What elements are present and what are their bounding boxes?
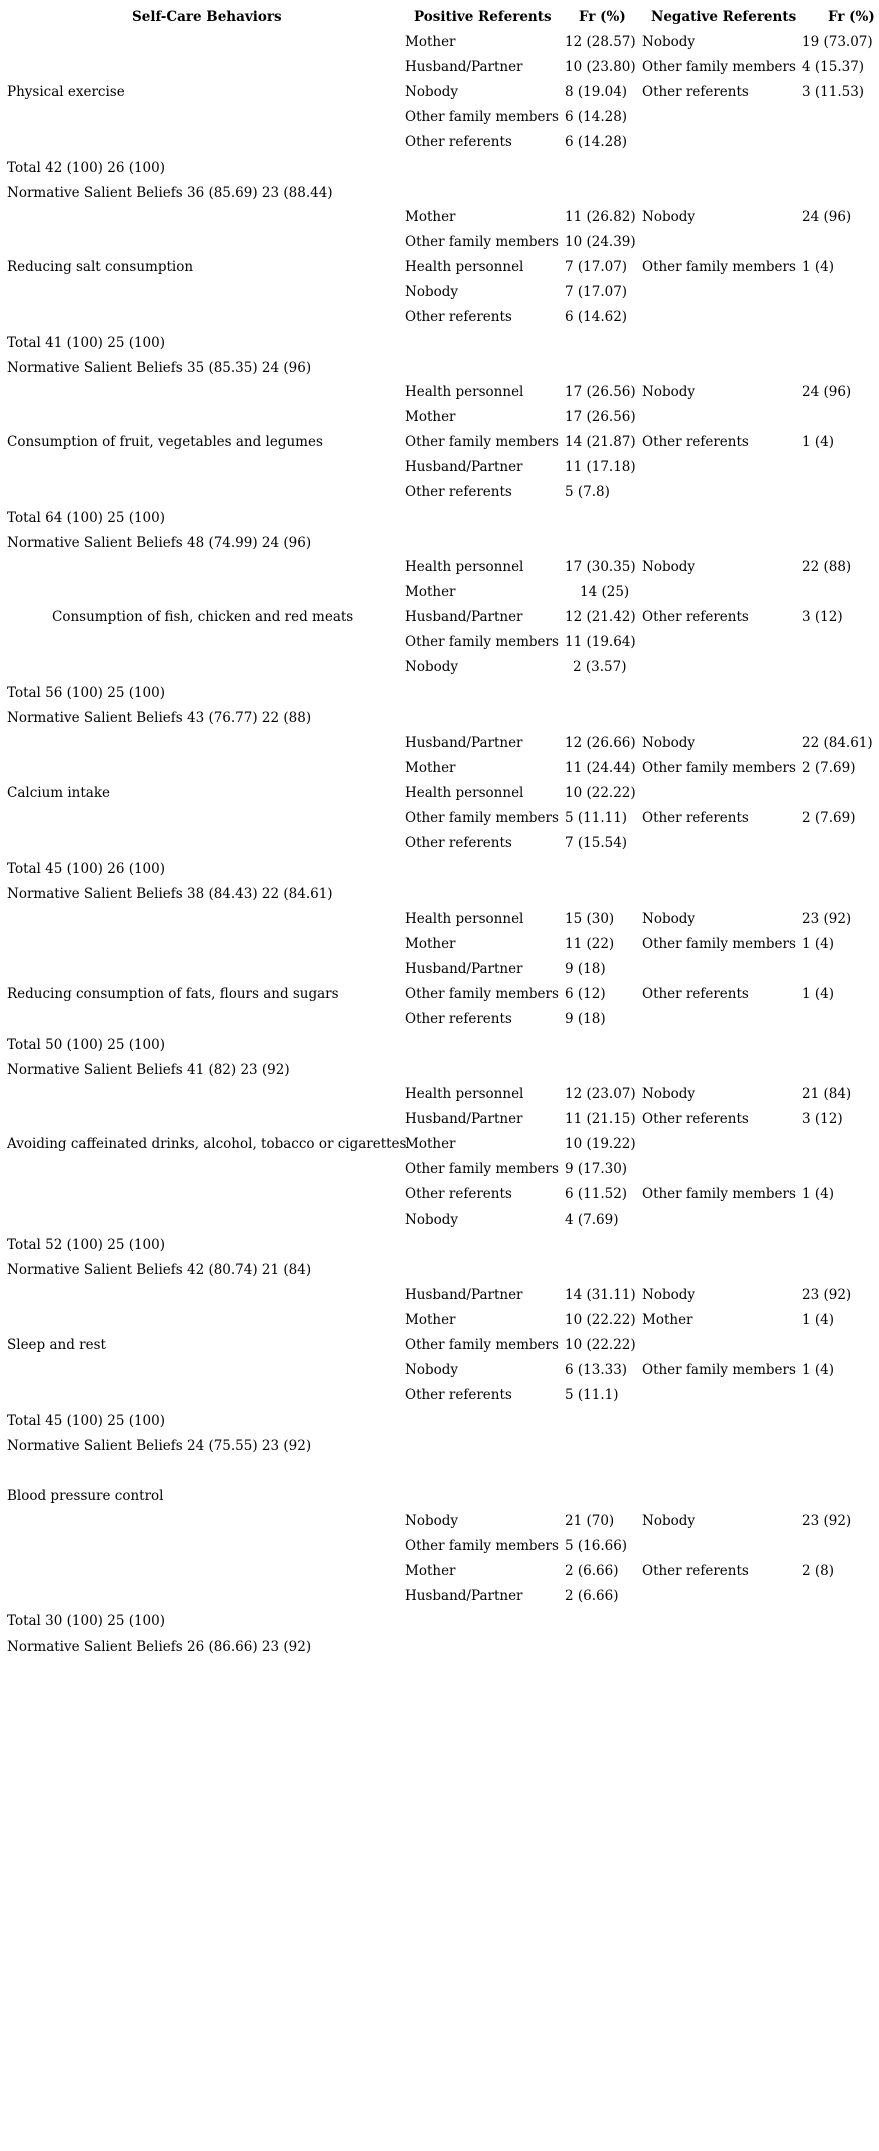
- behavior-label: Reducing salt consumption: [7, 259, 194, 276]
- group-total: Total 41 (100) 25 (100): [7, 334, 165, 351]
- negative-frequency: 2 (7.69): [802, 810, 856, 827]
- positive-frequency: 17 (26.56): [565, 409, 636, 426]
- positive-referent: Mother: [405, 209, 456, 225]
- positive-frequency: 5 (11.11): [565, 810, 628, 827]
- negative-frequency: 23 (92): [802, 911, 852, 927]
- negative-referent: Other family members: [642, 760, 796, 777]
- positive-referent: Husband/Partner: [405, 1588, 523, 1605]
- negative-frequency: 1 (4): [802, 259, 835, 276]
- negative-frequency: 1 (4): [802, 1312, 835, 1329]
- negative-referent: Other family members: [642, 1362, 796, 1379]
- positive-frequency: 6 (12): [565, 986, 606, 1003]
- negative-frequency: 2 (8): [802, 1563, 835, 1580]
- negative-frequency: 1 (4): [802, 986, 835, 1003]
- negative-referent: Other referents: [642, 84, 749, 101]
- positive-referent: Nobody: [405, 84, 458, 101]
- positive-referent: Other family members: [405, 434, 559, 451]
- positive-referent: Other family members: [405, 109, 559, 126]
- behavior-label: Physical exercise: [7, 84, 125, 101]
- positive-referent: Husband/Partner: [405, 1287, 523, 1303]
- negative-frequency: 19 (73.07): [802, 34, 873, 50]
- group-total: Total 42 (100) 26 (100): [7, 159, 165, 176]
- positive-referent: Nobody: [405, 1513, 458, 1529]
- negative-frequency: 21 (84): [802, 1086, 852, 1102]
- positive-referent: Other referents: [405, 835, 512, 852]
- positive-frequency: 6 (14.28): [565, 134, 628, 151]
- positive-referent: Other family members: [405, 234, 559, 251]
- positive-frequency: 5 (7.8): [565, 484, 610, 501]
- positive-frequency: 11 (24.44): [565, 760, 636, 777]
- normative-salient-beliefs: Normative Salient Beliefs 48 (74.99) 24 (96): [7, 534, 312, 551]
- positive-frequency: 15 (30): [565, 911, 615, 927]
- group-total: Total 50 (100) 25 (100): [7, 1036, 165, 1053]
- behavior-label: Blood pressure control: [7, 1488, 164, 1504]
- positive-frequency: 12 (21.42): [565, 609, 636, 626]
- negative-frequency: 1 (4): [802, 1362, 835, 1379]
- negative-frequency: 24 (96): [802, 384, 852, 400]
- negative-frequency: 23 (92): [802, 1513, 852, 1529]
- positive-referent: Health personnel: [405, 384, 524, 400]
- positive-frequency: 11 (19.64): [565, 634, 636, 651]
- negative-referent: Nobody: [642, 559, 695, 575]
- positive-referent: Other referents: [405, 134, 512, 151]
- positive-referent: Mother: [405, 936, 456, 953]
- positive-frequency: 14 (31.11): [565, 1287, 636, 1303]
- negative-referent: Other referents: [642, 1111, 749, 1128]
- negative-frequency: 3 (12): [802, 1111, 843, 1128]
- normative-salient-beliefs: Normative Salient Beliefs 26 (86.66) 23 (92): [7, 1638, 312, 1655]
- positive-frequency: 5 (16.66): [565, 1538, 628, 1555]
- positive-referent: Other family members: [405, 1538, 559, 1555]
- positive-frequency: 8 (19.04): [565, 84, 628, 101]
- negative-referent: Nobody: [642, 384, 695, 400]
- positive-frequency: 12 (23.07): [565, 1086, 636, 1102]
- positive-frequency: 4 (7.69): [565, 1211, 619, 1228]
- positive-frequency: 10 (19.22): [565, 1136, 636, 1153]
- positive-frequency: 5 (11.1): [565, 1387, 619, 1404]
- positive-frequency: 7 (15.54): [565, 835, 628, 852]
- group-total: Total 45 (100) 25 (100): [7, 1412, 165, 1429]
- positive-frequency: 6 (13.33): [565, 1362, 628, 1379]
- negative-frequency: 1 (4): [802, 434, 835, 451]
- positive-referent: Health personnel: [405, 911, 524, 927]
- negative-referent: Nobody: [642, 209, 695, 225]
- positive-frequency: 17 (26.56): [565, 384, 636, 400]
- negative-frequency: 22 (88): [802, 559, 852, 575]
- positive-referent: Husband/Partner: [405, 459, 523, 476]
- positive-frequency: 11 (17.18): [565, 459, 636, 476]
- normative-salient-beliefs: Normative Salient Beliefs 42 (80.74) 21 (84): [7, 1261, 312, 1278]
- positive-referent: Health personnel: [405, 259, 524, 276]
- positive-referent: Other family members: [405, 1161, 559, 1178]
- header-fr-positive: Fr (%): [579, 9, 626, 25]
- positive-frequency: 7 (17.07): [565, 259, 628, 276]
- normative-salient-beliefs: Normative Salient Beliefs 41 (82) 23 (92): [7, 1061, 290, 1078]
- positive-referent: Health personnel: [405, 559, 524, 575]
- positive-referent: Mother: [405, 1136, 456, 1153]
- negative-referent: Other family members: [642, 1186, 796, 1203]
- positive-referent: Health personnel: [405, 1086, 524, 1102]
- positive-referent: Health personnel: [405, 785, 524, 802]
- group-total: Total 52 (100) 25 (100): [7, 1236, 165, 1253]
- positive-frequency: 11 (22): [565, 936, 615, 953]
- behavior-label: Consumption of fruit, vegetables and legumes: [7, 434, 323, 451]
- normative-salient-beliefs: Normative Salient Beliefs 36 (85.69) 23 (88.44): [7, 184, 333, 201]
- positive-frequency: 11 (21.15): [565, 1111, 636, 1128]
- normative-salient-beliefs: Normative Salient Beliefs 43 (76.77) 22 (88): [7, 709, 312, 726]
- behavior-label: Avoiding caffeinated drinks, alcohol, tobacco or cigarettes: [7, 1136, 407, 1153]
- negative-referent: Other referents: [642, 810, 749, 827]
- negative-frequency: 23 (92): [802, 1287, 852, 1303]
- negative-referent: Nobody: [642, 911, 695, 927]
- negative-referent: Nobody: [642, 735, 695, 751]
- positive-referent: Other referents: [405, 1186, 512, 1203]
- positive-frequency: 21 (70): [565, 1513, 615, 1529]
- positive-frequency: 9 (18): [565, 961, 606, 978]
- normative-salient-beliefs: Normative Salient Beliefs 38 (84.43) 22 (84.61): [7, 885, 333, 902]
- negative-referent: Nobody: [642, 1513, 695, 1529]
- positive-referent: Mother: [405, 409, 456, 426]
- negative-referent: Other referents: [642, 609, 749, 626]
- negative-frequency: 2 (7.69): [802, 760, 856, 777]
- behavior-label: Consumption of fish, chicken and red meats: [52, 609, 354, 626]
- negative-referent: Other family members: [642, 259, 796, 276]
- positive-referent: Other family members: [405, 1337, 559, 1354]
- positive-frequency: 2 (3.57): [573, 659, 627, 676]
- negative-frequency: 3 (12): [802, 609, 843, 626]
- positive-referent: Other family members: [405, 986, 559, 1003]
- normative-salient-beliefs: Normative Salient Beliefs 24 (75.55) 23 (92): [7, 1437, 312, 1454]
- positive-referent: Husband/Partner: [405, 1111, 523, 1128]
- positive-frequency: 10 (22.22): [565, 1337, 636, 1354]
- positive-referent: Mother: [405, 34, 456, 50]
- positive-frequency: 7 (17.07): [565, 284, 628, 301]
- positive-frequency: 10 (24.39): [565, 234, 636, 251]
- behavior-label: Sleep and rest: [7, 1337, 106, 1354]
- positive-frequency: 14 (25): [580, 584, 630, 601]
- negative-referent: Other referents: [642, 1563, 749, 1580]
- positive-referent: Nobody: [405, 284, 458, 301]
- normative-salient-beliefs: Normative Salient Beliefs 35 (85.35) 24 (96): [7, 359, 312, 376]
- positive-frequency: 9 (17.30): [565, 1161, 628, 1178]
- negative-referent: Other family members: [642, 936, 796, 953]
- positive-frequency: 14 (21.87): [565, 434, 636, 451]
- negative-frequency: 3 (11.53): [802, 84, 865, 101]
- positive-frequency: 6 (11.52): [565, 1186, 628, 1203]
- group-total: Total 30 (100) 25 (100): [7, 1613, 165, 1630]
- header-negative-referents: Negative Referents: [651, 9, 797, 25]
- negative-referent: Other referents: [642, 986, 749, 1003]
- positive-referent: Mother: [405, 1312, 456, 1329]
- positive-frequency: 12 (26.66): [565, 735, 636, 751]
- positive-referent: Mother: [405, 584, 456, 601]
- positive-referent: Other referents: [405, 484, 512, 501]
- positive-referent: Nobody: [405, 659, 458, 676]
- negative-frequency: 1 (4): [802, 1186, 835, 1203]
- negative-frequency: 22 (84.61): [802, 735, 873, 751]
- negative-referent: Other referents: [642, 434, 749, 451]
- positive-frequency: 2 (6.66): [565, 1588, 619, 1605]
- positive-frequency: 6 (14.62): [565, 309, 628, 326]
- positive-referent: Nobody: [405, 1211, 458, 1228]
- negative-referent: Nobody: [642, 1287, 695, 1303]
- positive-referent: Mother: [405, 760, 456, 777]
- negative-referent: Nobody: [642, 34, 695, 50]
- negative-frequency: 24 (96): [802, 209, 852, 225]
- positive-referent: Other referents: [405, 309, 512, 326]
- positive-frequency: 12 (28.57): [565, 34, 636, 50]
- positive-referent: Other referents: [405, 1011, 512, 1028]
- header-positive-referents: Positive Referents: [414, 9, 552, 25]
- positive-referent: Husband/Partner: [405, 735, 523, 751]
- negative-referent: Nobody: [642, 1086, 695, 1102]
- group-total: Total 45 (100) 26 (100): [7, 860, 165, 877]
- positive-referent: Husband/Partner: [405, 961, 523, 978]
- group-total: Total 64 (100) 25 (100): [7, 509, 165, 526]
- positive-frequency: 17 (30.35): [565, 559, 636, 575]
- positive-frequency: 10 (22.22): [565, 1312, 636, 1329]
- positive-frequency: 10 (23.80): [565, 59, 636, 76]
- group-total: Total 56 (100) 25 (100): [7, 684, 165, 701]
- positive-referent: Other referents: [405, 1387, 512, 1404]
- positive-referent: Mother: [405, 1563, 456, 1580]
- negative-frequency: 4 (15.37): [802, 59, 865, 76]
- negative-frequency: 1 (4): [802, 936, 835, 953]
- positive-frequency: 11 (26.82): [565, 209, 636, 225]
- positive-frequency: 9 (18): [565, 1011, 606, 1028]
- positive-frequency: 10 (22.22): [565, 785, 636, 802]
- behavior-label: Calcium intake: [7, 785, 111, 802]
- positive-referent: Other family members: [405, 634, 559, 651]
- positive-referent: Husband/Partner: [405, 609, 523, 626]
- positive-frequency: 6 (14.28): [565, 109, 628, 126]
- header-fr-negative: Fr (%): [828, 9, 875, 25]
- positive-referent: Husband/Partner: [405, 59, 523, 76]
- negative-referent: Other family members: [642, 59, 796, 76]
- header-self-care-behaviors: Self-Care Behaviors: [132, 9, 282, 25]
- positive-referent: Other family members: [405, 810, 559, 827]
- behavior-label: Reducing consumption of fats, flours and sugars: [7, 986, 339, 1003]
- positive-frequency: 2 (6.66): [565, 1563, 619, 1580]
- negative-referent: Mother: [642, 1312, 693, 1329]
- positive-referent: Nobody: [405, 1362, 458, 1379]
